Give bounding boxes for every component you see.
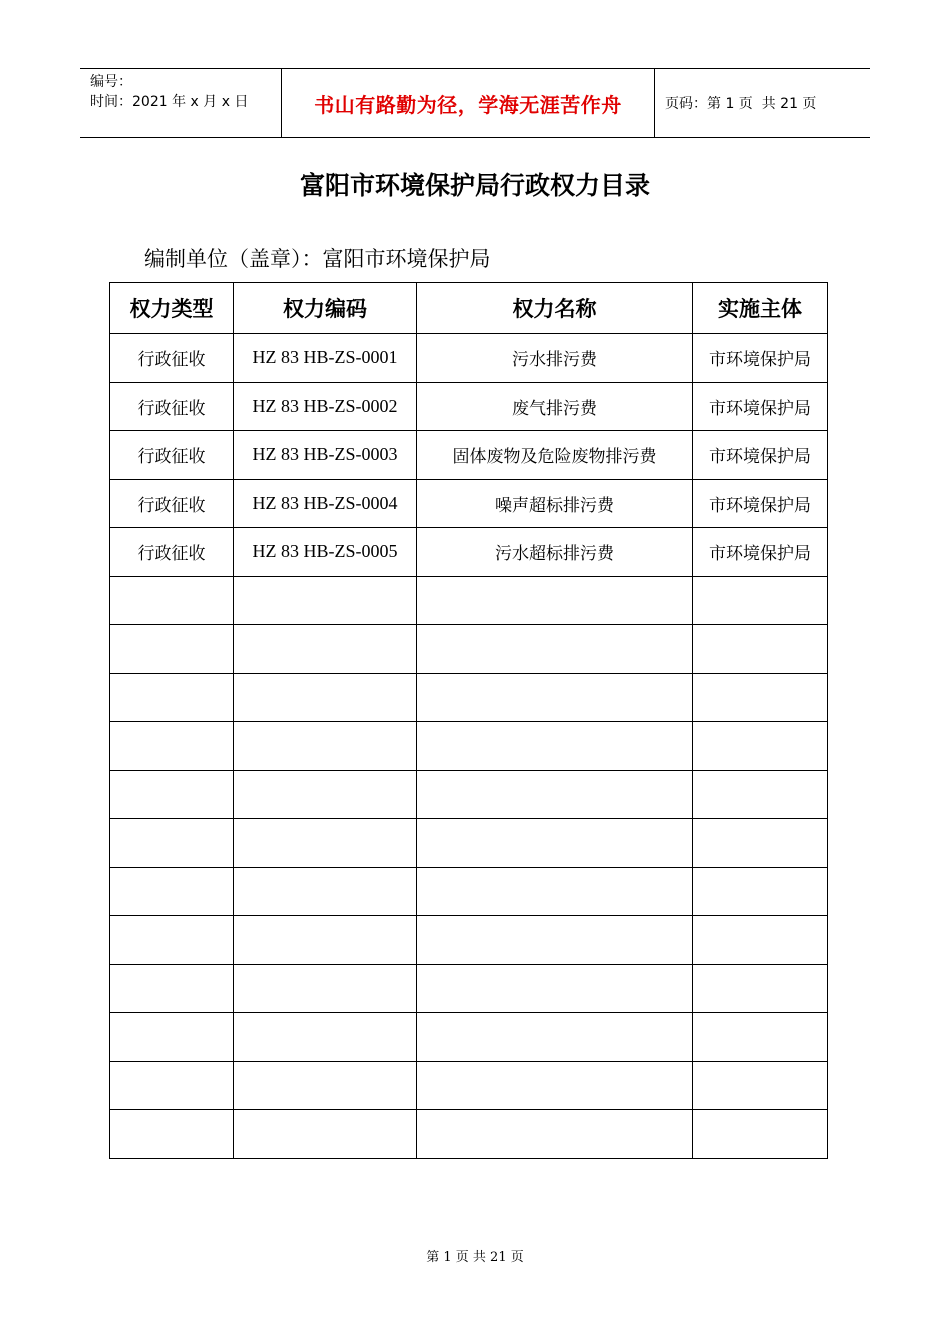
table-row [110, 673, 828, 722]
table-row [110, 819, 828, 868]
cell-power-code [234, 1013, 417, 1062]
cell-executor: 市环境保护局 [693, 382, 828, 431]
cell-power-code [234, 1061, 417, 1110]
header-power-type: 权力类型 [110, 283, 234, 334]
cell-power-code: HZ 83 HB-ZS-0005 [234, 528, 417, 577]
cell-power-name [417, 1061, 693, 1110]
cell-power-type: 行政征收 [110, 334, 234, 383]
cell-executor: 市环境保护局 [693, 431, 828, 480]
cell-power-code [234, 625, 417, 674]
cell-power-type [110, 1061, 234, 1110]
table-row [110, 528, 828, 577]
table-header-row [110, 283, 828, 334]
cell-power-code: HZ 83 HB-ZS-0004 [234, 479, 417, 528]
cell-executor [693, 1013, 828, 1062]
table-row [110, 722, 828, 771]
cell-executor [693, 770, 828, 819]
cell-power-type [110, 819, 234, 868]
page-label: 页码：第 1 页 共 21 页 [665, 96, 817, 112]
table-row [110, 576, 828, 625]
cell-power-name: 污水超标排污费 [417, 528, 693, 577]
cell-power-type [110, 916, 234, 965]
cell-power-name [417, 867, 693, 916]
cell-power-name: 废气排污费 [417, 382, 693, 431]
cell-power-name [417, 819, 693, 868]
cell-power-type [110, 770, 234, 819]
cell-power-type [110, 625, 234, 674]
table-row [110, 1110, 828, 1159]
cell-power-name [417, 722, 693, 771]
table-row [110, 382, 828, 431]
cell-executor [693, 625, 828, 674]
cell-power-name: 固体废物及危险废物排污费 [417, 431, 693, 480]
cell-power-code [234, 867, 417, 916]
cell-power-name [417, 964, 693, 1013]
cell-power-type: 行政征收 [110, 382, 234, 431]
cell-power-type: 行政征收 [110, 528, 234, 577]
cell-executor [693, 819, 828, 868]
cell-power-name [417, 1013, 693, 1062]
table-row [110, 1061, 828, 1110]
header-power-code: 权力编码 [234, 283, 417, 334]
cell-executor: 市环境保护局 [693, 479, 828, 528]
cell-power-code: HZ 83 HB-ZS-0003 [234, 431, 417, 480]
page-footer: 第 1 页 共 21 页 [426, 1250, 524, 1265]
cell-power-type [110, 867, 234, 916]
table-row [110, 1013, 828, 1062]
header-motto: 书山有路勤为径，学海无涯苦作舟 [314, 92, 622, 117]
cell-executor [693, 1110, 828, 1159]
table-row [110, 479, 828, 528]
compiling-unit: 编制单位（盖章）：富阳市环境保护局 [144, 247, 491, 271]
cell-power-code [234, 722, 417, 771]
cell-power-type [110, 722, 234, 771]
table-row [110, 964, 828, 1013]
cell-power-name: 污水排污费 [417, 334, 693, 383]
cell-power-code [234, 964, 417, 1013]
cell-power-code [234, 770, 417, 819]
header-page-info [665, 69, 816, 137]
cell-power-type: 行政征收 [110, 431, 234, 480]
cell-executor [693, 867, 828, 916]
table-row [110, 770, 828, 819]
number-label: 编号： [90, 74, 132, 90]
cell-power-name [417, 576, 693, 625]
document-title: 富阳市环境保护局行政权力目录 [299, 171, 650, 200]
cell-power-name [417, 625, 693, 674]
power-catalog-table [109, 282, 828, 1159]
cell-power-code [234, 916, 417, 965]
cell-executor [693, 916, 828, 965]
cell-power-code [234, 673, 417, 722]
cell-power-type [110, 673, 234, 722]
cell-power-code [234, 576, 417, 625]
cell-executor: 市环境保护局 [693, 334, 828, 383]
cell-power-name [417, 770, 693, 819]
header-power-name: 权力名称 [417, 283, 693, 334]
cell-power-type: 行政征收 [110, 479, 234, 528]
cell-executor [693, 1061, 828, 1110]
cell-executor [693, 576, 828, 625]
cell-power-name [417, 1110, 693, 1159]
cell-power-code: HZ 83 HB-ZS-0002 [234, 382, 417, 431]
header-executor: 实施主体 [693, 283, 828, 334]
cell-executor [693, 673, 828, 722]
cell-power-type [110, 576, 234, 625]
cell-executor [693, 722, 828, 771]
table-row [110, 334, 828, 383]
cell-power-type [110, 964, 234, 1013]
table-row [110, 431, 828, 480]
cell-power-code [234, 1110, 417, 1159]
header-divider [654, 69, 655, 137]
cell-power-name [417, 673, 693, 722]
table-row [110, 625, 828, 674]
time-label: 时间：2021 年 x 月 x 日 [90, 94, 249, 110]
cell-power-name [417, 916, 693, 965]
cell-executor [693, 964, 828, 1013]
cell-power-type [110, 1013, 234, 1062]
header-meta [90, 72, 248, 112]
cell-power-code [234, 819, 417, 868]
cell-executor: 市环境保护局 [693, 528, 828, 577]
cell-power-code: HZ 83 HB-ZS-0001 [234, 334, 417, 383]
table-row [110, 867, 828, 916]
cell-power-type [110, 1110, 234, 1159]
table-row [110, 916, 828, 965]
cell-power-name: 噪声超标排污费 [417, 479, 693, 528]
page-header [80, 68, 870, 138]
